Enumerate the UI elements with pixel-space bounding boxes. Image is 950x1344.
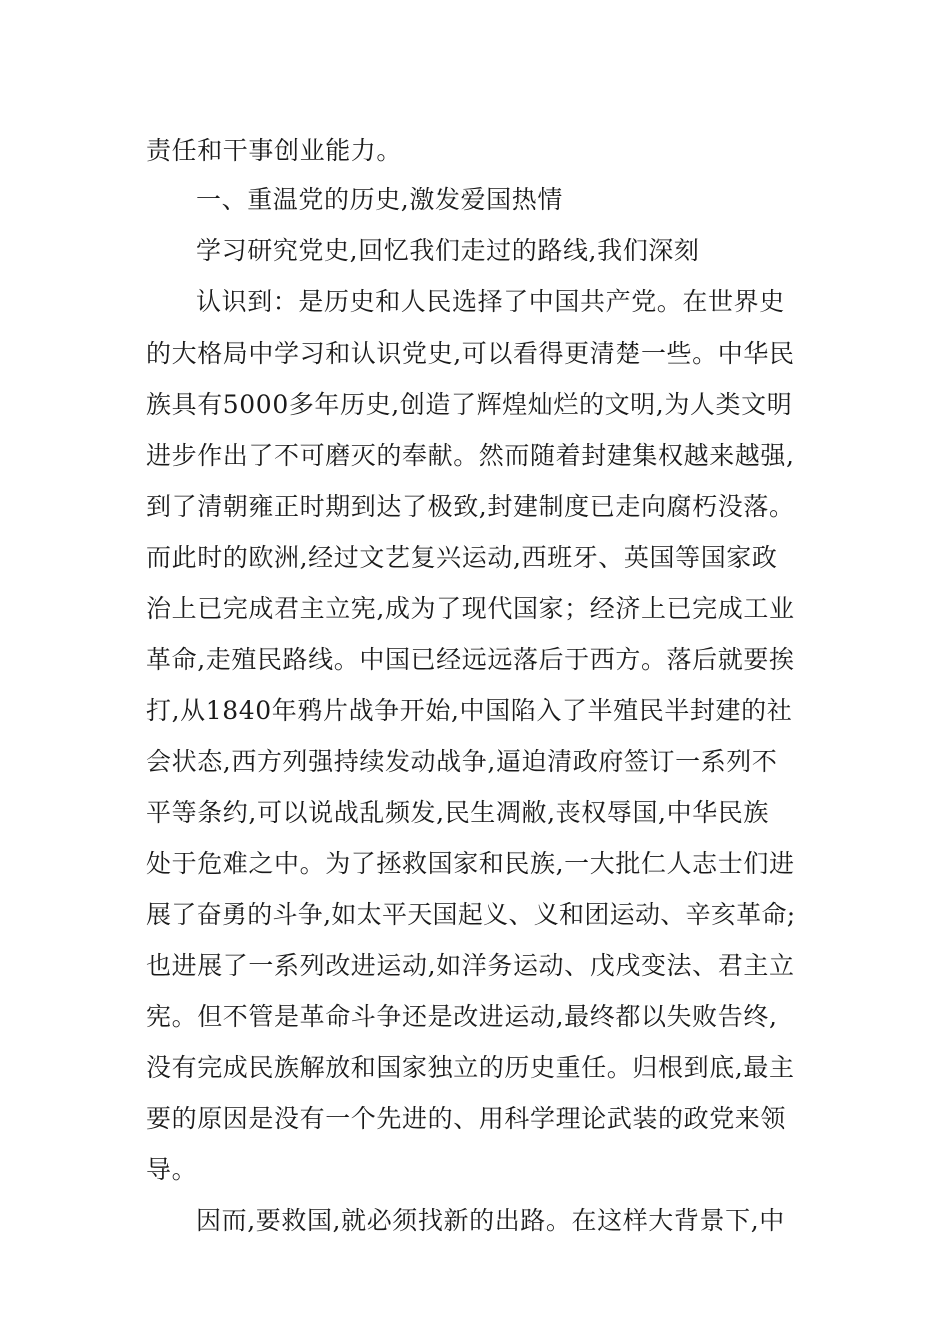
text-line: 展了奋勇的斗争,如太平天国起义、义和团运动、辛亥革命;: [146, 900, 796, 929]
text-line: 责任和干事创业能力。: [146, 136, 403, 165]
text-line: 革命,走殖民路线。中国已经远远落后于西方。落后就要挨: [146, 645, 795, 674]
text-line: 平等条约,可以说战乱频发,民生凋敝,丧权辱国,中华民族: [146, 798, 769, 827]
section-heading: 一、重温党的历史,激发爱国热情: [196, 185, 563, 214]
text-line: 导。: [146, 1155, 198, 1184]
text-line: 处于危难之中。为了拯救国家和民族,一大批仁人志士们进: [146, 849, 795, 878]
text-line: 学习研究党史,回忆我们走过的路线,我们深刻: [196, 236, 700, 265]
text-line: 没有完成民族解放和国家独立的历史重任。归根到底,最主: [146, 1053, 795, 1082]
text-line: 的大格局中学习和认识党史,可以看得更清楚一些。中华民: [146, 339, 795, 368]
text-line: 而此时的欧洲,经过文艺复兴运动,西班牙、英国等国家政: [146, 543, 778, 572]
text-line: 认识到：是历史和人民选择了中国共产党。在世界史: [196, 287, 785, 316]
text-line: 宪。但不管是革命斗争还是改进运动,最终都以失败告终,: [146, 1002, 778, 1031]
text-line: 治上已完成君主立宪,成为了现代国家；经济上已完成工业: [146, 594, 795, 623]
text-line: 会状态,西方列强持续发动战争,逼迫清政府签订一系列不: [146, 747, 778, 776]
text-line: 也进展了一系列改进运动,如洋务运动、戊戌变法、君主立: [146, 951, 795, 980]
text-line: 要的原因是没有一个先进的、用科学理论武装的政党来领: [146, 1104, 787, 1133]
text-line: 进步作出了不可磨灭的奉献。然而随着封建集权越来越强,: [146, 441, 795, 470]
text-line: 因而,要救国,就必须找新的出路。在这样大背景下,中: [196, 1206, 785, 1235]
text-line: 到了清朝雍正时期到达了极致,封建制度已走向腐朽没落。: [146, 492, 795, 521]
text-line: 打,从1840年鸦片战争开始,中国陷入了半殖民半封建的社: [146, 696, 793, 725]
text-line: 族具有5000多年历史,创造了辉煌灿烂的文明,为人类文明: [146, 390, 793, 419]
